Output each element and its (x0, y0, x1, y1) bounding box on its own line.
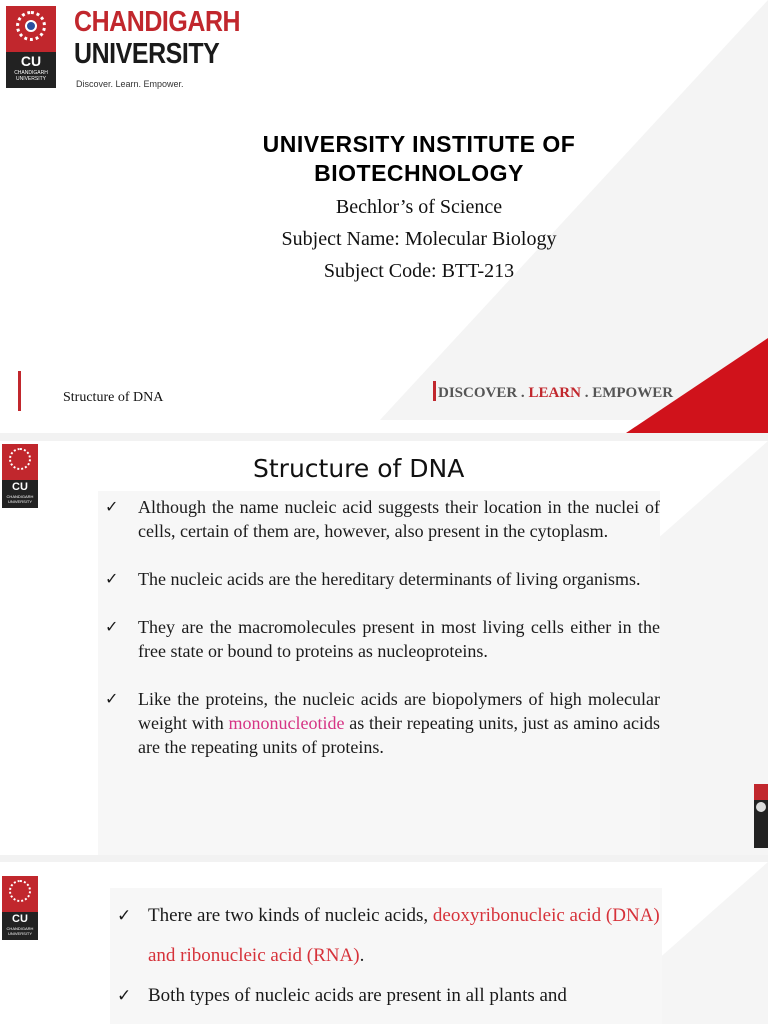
slide-title: Structure of DNA (253, 454, 465, 483)
side-logo-strip (754, 784, 768, 848)
university-tagline: Discover. Learn. Empower. (76, 79, 184, 89)
slide-separator (0, 855, 768, 862)
logo-badge-sub: CHANDIGARH UNIVERSITY (6, 494, 34, 504)
bullet-text-pre: There are two kinds of nucleic acids, (148, 905, 433, 926)
motto-discover: DISCOVER . (438, 385, 529, 401)
bullet-text: The nucleic acids are the hereditary determinants of living organisms. (138, 569, 641, 589)
content-slide (0, 862, 768, 1024)
accent-bar (18, 371, 21, 411)
university-name-line1: CHANDIGARH (74, 6, 241, 38)
checkmark-icon: ✓ (105, 569, 119, 588)
bullet-text-post: as their repeating units, just as amino acids are the repeating units of proteins. (138, 713, 660, 757)
emblem-icon (756, 802, 766, 812)
bullet-text: They are the macromolecules present in most living cells either in the free state or bound to proteins as nucleoproteins. (138, 617, 660, 661)
logo-badge-text: CU (20, 53, 42, 69)
bullet-list (105, 495, 660, 783)
motto-empower: . EMPOWER (580, 385, 674, 401)
bullet-text-post: . (359, 945, 365, 966)
institute-title-line2: BIOTECHNOLOGY (314, 160, 524, 186)
university-logo (2, 444, 38, 508)
bullet-text: Both types of nucleic acids are present in all plants and (148, 985, 567, 1006)
checkmark-icon: ✓ (105, 497, 119, 516)
list-item (105, 495, 660, 543)
institute-title-line1: UNIVERSITY INSTITUTE OF (262, 131, 576, 157)
bullet-text: Although the name nucleic acid suggests their location in the nuclei of cells, certain of them are, however, also present in the cytoplasm. (138, 497, 660, 541)
motto-accent-bar (433, 381, 436, 401)
emblem-icon (9, 448, 31, 470)
highlighted-term: mononucleotide (228, 713, 345, 733)
university-logo (2, 876, 38, 940)
list-item (117, 896, 662, 976)
logo-badge-text: CU (12, 481, 28, 493)
highlighted-term: deoxyribonucleic acid (DNA) and ribonucleic acid (RNA) (148, 905, 660, 966)
content-slide (0, 441, 768, 855)
bullet-text-pre: Like the proteins, the nucleic acids are biopolymers of high molecular weight with (138, 689, 660, 733)
list-item (117, 976, 662, 1016)
bullet-list (117, 896, 662, 1016)
emblem-icon (9, 880, 31, 902)
slide-separator (0, 433, 768, 441)
checkmark-icon: ✓ (117, 906, 132, 926)
institute-title (0, 130, 768, 188)
degree-name: Bechlor’s of Science (335, 196, 503, 218)
checkmark-icon: ✓ (117, 986, 132, 1006)
checkmark-icon: ✓ (105, 617, 119, 636)
topic-label: Structure of DNA (63, 390, 164, 405)
subject-name: Subject Name: Molecular Biology (281, 228, 557, 250)
subject-code: Subject Code: BTT-213 (323, 260, 515, 282)
university-name-line2: UNIVERSITY (74, 38, 220, 70)
list-item (105, 567, 660, 591)
checkmark-icon: ✓ (105, 689, 119, 708)
list-item (105, 687, 660, 759)
logo-badge-text: CU (12, 913, 28, 925)
motto (433, 381, 673, 402)
logo-badge-sub: CHANDIGARH UNIVERSITY (6, 926, 34, 936)
list-item (105, 615, 660, 663)
motto-learn: LEARN (528, 385, 581, 401)
logo-badge-sub: CHANDIGARH UNIVERSITY (14, 70, 48, 82)
university-logo (6, 6, 56, 88)
title-slide (0, 0, 768, 433)
